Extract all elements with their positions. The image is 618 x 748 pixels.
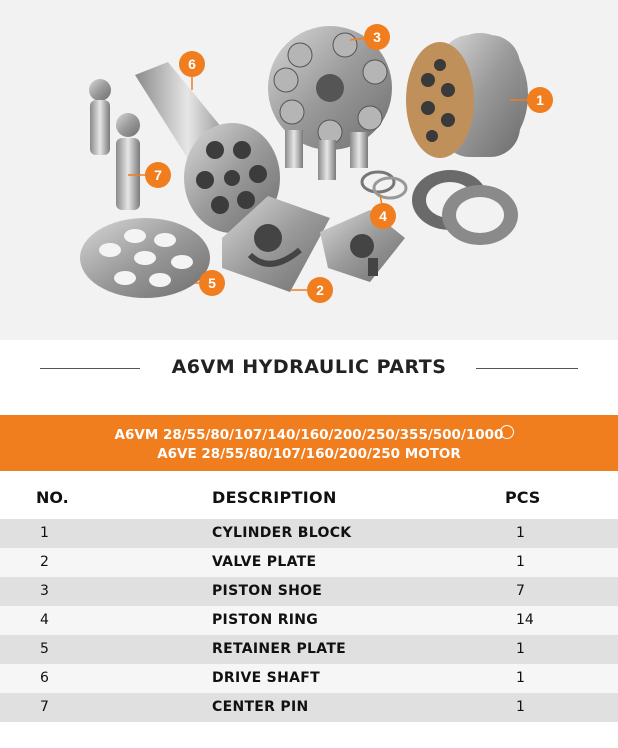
row-description: PISTON SHOE bbox=[212, 583, 323, 599]
row-no: 7 bbox=[40, 699, 49, 715]
table-row bbox=[0, 664, 618, 693]
svg-text:5: 5 bbox=[208, 275, 216, 291]
row-description: DRIVE SHAFT bbox=[212, 670, 320, 686]
title-divider-right bbox=[476, 368, 578, 369]
row-no: 4 bbox=[40, 612, 49, 628]
row-pcs: 1 bbox=[516, 699, 525, 715]
svg-text:1: 1 bbox=[536, 92, 544, 108]
row-description: RETAINER PLATE bbox=[212, 641, 347, 657]
parts-table bbox=[0, 519, 618, 722]
row-pcs: 1 bbox=[516, 525, 525, 541]
header-pcs: PCS bbox=[505, 488, 541, 507]
row-description: CYLINDER BLOCK bbox=[212, 525, 352, 541]
model-banner bbox=[0, 415, 618, 471]
row-no: 1 bbox=[40, 525, 49, 541]
row-description: VALVE PLATE bbox=[212, 554, 317, 570]
row-pcs: 14 bbox=[516, 612, 534, 628]
svg-text:4: 4 bbox=[379, 208, 387, 224]
callout-2 bbox=[290, 277, 333, 303]
row-pcs: 1 bbox=[516, 641, 525, 657]
table-row bbox=[0, 693, 618, 722]
row-no: 2 bbox=[40, 554, 49, 570]
cursor-icon bbox=[500, 425, 514, 439]
row-pcs: 7 bbox=[516, 583, 525, 599]
row-description: CENTER PIN bbox=[212, 699, 309, 715]
banner-line-1: A6VM 28/55/80/107/140/160/200/250/355/500/1000 bbox=[114, 427, 504, 443]
piston-ring-part bbox=[362, 172, 406, 198]
section-title-row bbox=[0, 340, 618, 404]
banner-line-2: A6VE 28/55/80/107/160/200/250 MOTOR bbox=[157, 446, 461, 462]
cylinder-block-part bbox=[406, 33, 528, 158]
table-row bbox=[0, 519, 618, 548]
retainer-plate-part bbox=[80, 218, 210, 298]
section-title: A6VM HYDRAULIC PARTS bbox=[171, 356, 447, 378]
parts-illustration bbox=[0, 0, 618, 340]
svg-text:6: 6 bbox=[188, 56, 196, 72]
header-description: DESCRIPTION bbox=[212, 488, 337, 507]
row-pcs: 1 bbox=[516, 554, 525, 570]
table-row bbox=[0, 577, 618, 606]
table-row bbox=[0, 635, 618, 664]
table-row bbox=[0, 606, 618, 635]
header-no: NO. bbox=[36, 488, 69, 507]
row-description: PISTON RING bbox=[212, 612, 319, 628]
callout-4 bbox=[370, 195, 396, 229]
svg-text:2: 2 bbox=[316, 282, 324, 298]
row-no: 5 bbox=[40, 641, 49, 657]
row-pcs: 1 bbox=[516, 670, 525, 686]
parts-photo bbox=[0, 0, 618, 340]
svg-text:3: 3 bbox=[373, 29, 381, 45]
table-row bbox=[0, 548, 618, 577]
table-header bbox=[0, 482, 618, 518]
svg-text:7: 7 bbox=[154, 167, 162, 183]
row-no: 6 bbox=[40, 670, 49, 686]
center-pin-part bbox=[89, 79, 140, 210]
row-no: 3 bbox=[40, 583, 49, 599]
thrust-washer-part bbox=[412, 170, 518, 245]
